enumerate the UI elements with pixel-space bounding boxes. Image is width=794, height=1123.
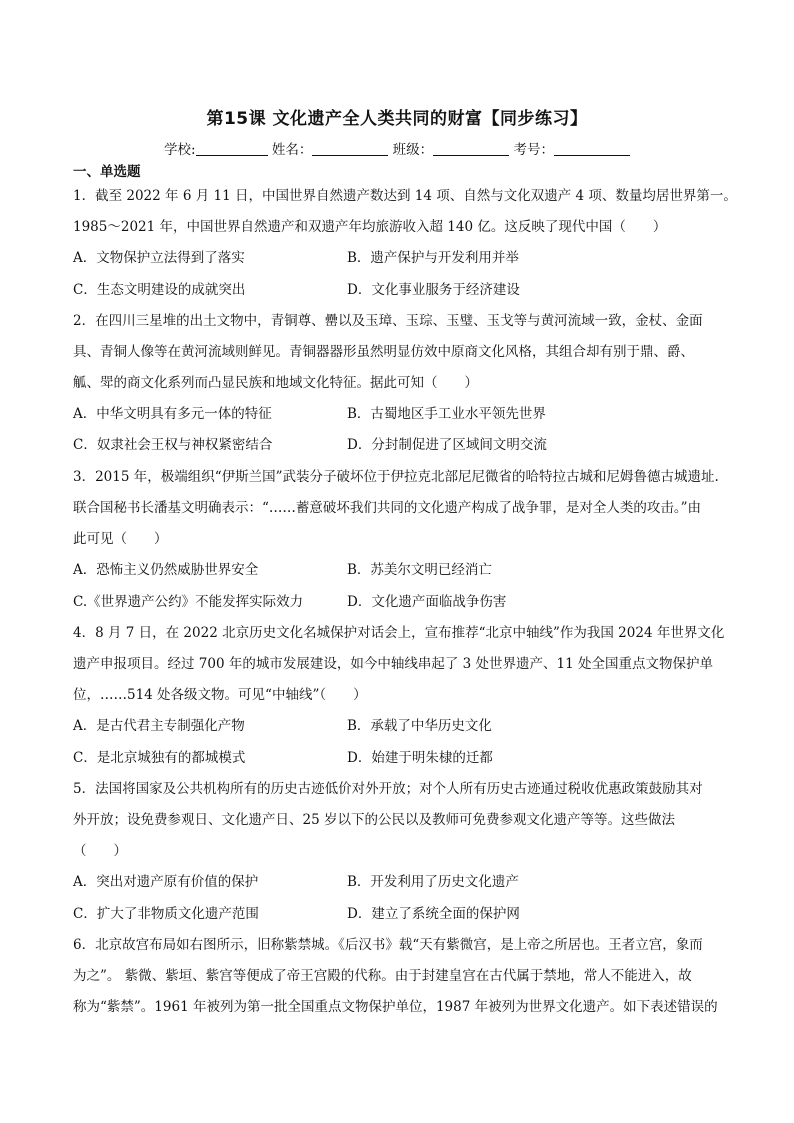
section-heading: 一、单选题 (73, 164, 141, 180)
name-blank[interactable] (312, 141, 388, 156)
question-line: 此可见（ ） (73, 531, 168, 547)
class-label: 班级： (392, 142, 434, 158)
option-c[interactable]: C．扩大了非物质文化遗产范围 (73, 906, 259, 922)
page-title: 第15课 文化遗产全人类共同的财富【同步练习】 (206, 109, 588, 129)
option-a[interactable]: A．突出对遗产原有价值的保护 (73, 874, 259, 890)
number-blank[interactable] (554, 141, 630, 156)
question-line: 位，……514 处各级文物。可见“中轴线”（ ） (73, 687, 367, 703)
question-line: 遗产申报项目。经过 700 年的城市发展建设，如今中轴线串起了 3 处世界遗产、11 处全国重点文物保护单 (73, 656, 713, 672)
question-line: 4．8 月 7 日，在 2022 北京历史文化名城保护对话会上，宣布推荐“北京中轴线”作为我国 2024 年世界文化 (73, 625, 725, 641)
option-d[interactable]: D．文化事业服务于经济建设 (347, 282, 520, 298)
option-d[interactable]: D．分封制促进了区域间文明交流 (347, 437, 547, 453)
school-blank[interactable] (196, 141, 268, 156)
option-d[interactable]: D．始建于明朱棣的迁都 (347, 750, 493, 766)
class-blank[interactable] (433, 141, 509, 156)
option-c[interactable]: C．奴隶社会王权与神权紧密结合 (73, 437, 273, 453)
option-a[interactable]: A．中华文明具有多元一体的特征 (73, 406, 272, 422)
question-line: 1985～2021 年，中国世界自然遗产和双遗产年均旅游收入超 140 亿。这反映了现代中国（ ） (73, 219, 667, 235)
option-b[interactable]: B．苏美尔文明已经消亡 (347, 562, 492, 578)
question-line: 称为“紫禁”。1961 年被列为第一批全国重点文物保护单位，1987 年被列为世界文化遗产。如下表述错误的 (73, 999, 718, 1015)
option-d[interactable]: D．建立了系统全面的保护网 (347, 906, 520, 922)
number-label: 考号： (513, 142, 554, 158)
question-line: 具、青铜人像等在黄河流域则鲜见。青铜器器形虽然明显仿效中原商文化风格，其组合却有别于鼎、爵、 (73, 344, 694, 360)
question-line: 5．法国将国家及公共机构所有的历史古迹低价对外开放；对个人所有历史古迹通过税收优惠政策鼓励其对 (73, 781, 703, 797)
question-line: （ ） (73, 843, 127, 859)
option-b[interactable]: B．遗产保护与开发利用并举 (347, 250, 519, 266)
question-line: 3．2015 年，极端组织“伊斯兰国”武装分子破坏位于伊拉克北部尼尼微省的哈特拉古城和尼姆鲁德古城遗址. (73, 469, 719, 485)
name-label: 姓名： (271, 142, 313, 158)
option-a[interactable]: A．恐怖主义仍然威胁世界安全 (73, 562, 259, 578)
option-d[interactable]: D．文化遗产面临战争伤害 (347, 594, 507, 610)
question-line: 觚、斝的商文化系列而凸显民族和地域文化特征。据此可知（ ） (73, 375, 478, 391)
question-line: 1．截至 2022 年 6 月 11 日，中国世界自然遗产数达到 14 项、自然与文化双遗产 4 项、数量均居世界第一。 (73, 188, 737, 204)
option-a[interactable]: A．是古代君主专制强化产物 (73, 718, 245, 734)
school-label: 学校: (164, 142, 196, 158)
option-b[interactable]: B．开发利用了历史文化遗产 (347, 874, 519, 890)
option-b[interactable]: B．古蜀地区手工业水平领先世界 (347, 406, 546, 422)
question-line: 为之”。 紫微、紫垣、紫宫等便成了帝王宫殿的代称。由于封建皇宫在古代属于禁地，常人不能进入，故 (73, 968, 692, 984)
option-c[interactable]: C.《世界遗产公约》不能发挥实际效力 (73, 594, 304, 610)
question-line: 外开放；设免费参观日、文化遗产日、25 岁以下的公民以及教师可免费参观文化遗产等等。这些做法 (73, 812, 675, 828)
option-a[interactable]: A．文物保护立法得到了落实 (73, 250, 245, 266)
question-line: 2．在四川三星堆的出土文物中，青铜尊、罍以及玉璋、玉琮、玉璧、玉戈等与黄河流域一致，金杖、金面 (73, 313, 703, 329)
option-b[interactable]: B．承载了中华历史文化 (347, 718, 492, 734)
option-c[interactable]: C．是北京城独有的都城模式 (73, 750, 246, 766)
question-line: 联合国秘书长潘基文明确表示：“……蓄意破坏我们共同的文化遗产构成了战争罪，是对全人类的攻击。”由 (73, 500, 702, 516)
option-c[interactable]: C．生态文明建设的成就突出 (73, 282, 246, 298)
student-info-row (0, 138, 794, 158)
question-line: 6．北京故宫布局如右图所示，旧称紫禁城。《后汉书》载“天有紫微宫，是上帝之所居也。王者立宫，象而 (73, 937, 703, 953)
